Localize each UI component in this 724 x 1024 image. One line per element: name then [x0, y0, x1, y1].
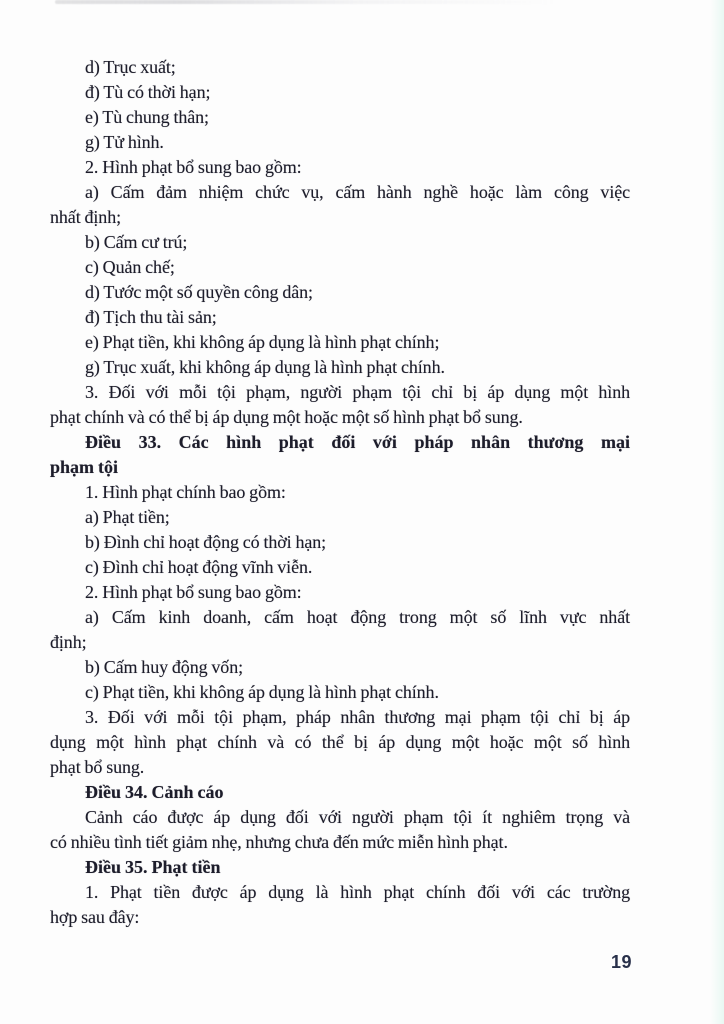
text-line: c) Phạt tiền, khi không áp dụng là hình phạt chính. — [85, 682, 439, 702]
text-line: d) Trục xuất; — [85, 57, 176, 77]
article-33-heading: Điều 33. Các hình phạt đối với pháp nhân thương mại — [85, 432, 630, 452]
text-line: b) Cấm huy động vốn; — [85, 657, 243, 677]
text-line: 3. Đối với mỗi tội phạm, pháp nhân thương mại phạm tội chỉ bị áp — [85, 707, 630, 727]
text-line: phạt bổ sung. — [50, 757, 145, 777]
text-line: g) Tử hình. — [85, 132, 164, 152]
text-line: a) Cấm kinh doanh, cấm hoạt động trong một số lĩnh vực nhất — [85, 607, 630, 627]
text-line: a) Phạt tiền; — [85, 507, 170, 527]
text-line: c) Quản chế; — [85, 257, 175, 277]
text-line: d) Tước một số quyền công dân; — [85, 282, 313, 302]
text-line: 1. Hình phạt chính bao gồm: — [85, 482, 286, 502]
article-33-heading-continuation: phạm tội — [50, 457, 119, 477]
text-line: dụng một hình phạt chính và có thể bị áp dụng một hoặc một số hình — [50, 732, 630, 752]
text-line: b) Cấm cư trú; — [85, 232, 188, 252]
scan-artifact-top-edge — [55, 0, 555, 4]
document-text-block — [50, 55, 630, 930]
text-line: 2. Hình phạt bổ sung bao gồm: — [85, 157, 302, 177]
scan-artifact-right-edge — [710, 0, 724, 1024]
text-line: b) Đình chỉ hoạt động có thời hạn; — [85, 532, 327, 552]
text-line: e) Phạt tiền, khi không áp dụng là hình phạt chính; — [85, 332, 440, 352]
text-line: 2. Hình phạt bổ sung bao gồm: — [85, 582, 302, 602]
article-35-heading: Điều 35. Phạt tiền — [85, 857, 221, 877]
text-line: e) Tù chung thân; — [85, 107, 209, 127]
text-line: g) Trục xuất, khi không áp dụng là hình phạt chính. — [85, 357, 445, 377]
text-line: phạt chính và có thể bị áp dụng một hoặc một số hình phạt bổ sung. — [50, 407, 523, 427]
text-line: định; — [50, 632, 87, 652]
page-number: 19 — [610, 952, 632, 972]
text-line: 1. Phạt tiền được áp dụng là hình phạt chính đối với các trường — [85, 882, 630, 902]
text-line: 3. Đối với mỗi tội phạm, người phạm tội chỉ bị áp dụng một hình — [85, 382, 630, 402]
text-line: có nhiều tình tiết giảm nhẹ, nhưng chưa đến mức miễn hình phạt. — [50, 832, 508, 852]
text-line: Cảnh cáo được áp dụng đối với người phạm tội ít nghiêm trọng và — [85, 807, 630, 827]
text-line: đ) Tịch thu tài sản; — [85, 307, 217, 327]
text-line: đ) Tù có thời hạn; — [85, 82, 211, 102]
text-line: hợp sau đây: — [50, 907, 140, 927]
text-line: c) Đình chỉ hoạt động vĩnh viễn. — [85, 557, 313, 577]
text-line: nhất định; — [50, 207, 121, 227]
article-34-heading: Điều 34. Cảnh cáo — [85, 782, 224, 802]
text-line: a) Cấm đảm nhiệm chức vụ, cấm hành nghề hoặc làm công việc — [85, 182, 630, 202]
